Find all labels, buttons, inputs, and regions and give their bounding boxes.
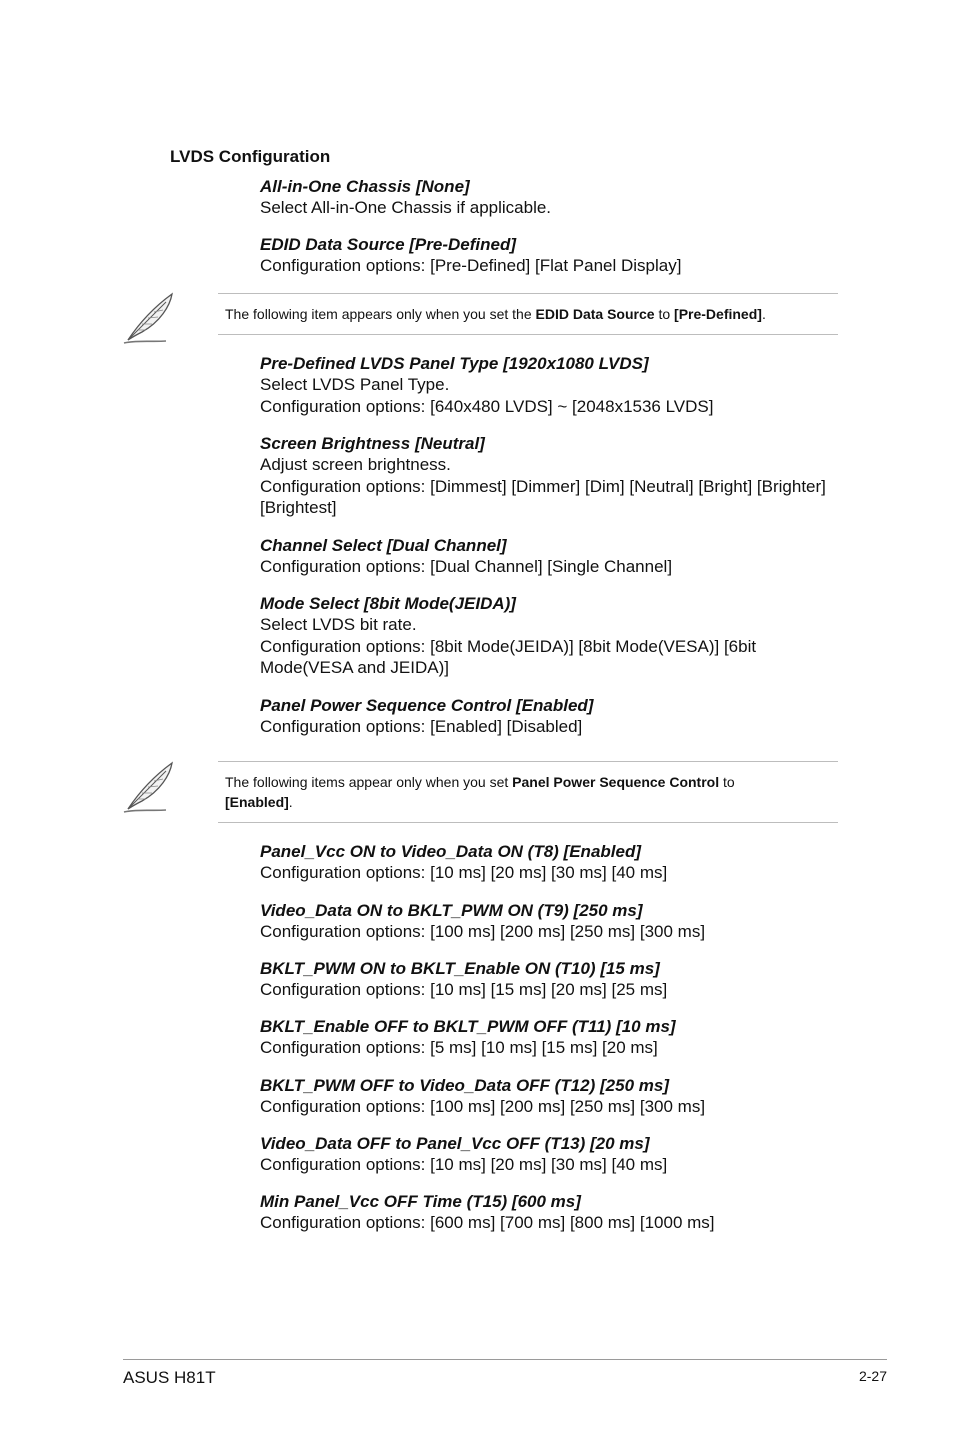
setting-item [260, 958, 840, 1001]
setting-item [260, 593, 840, 679]
setting-item [260, 353, 840, 417]
note-emphasis: EDID Data Source [535, 306, 655, 322]
setting-options: Configuration options: [100 ms] [200 ms] [250 ms] [300 ms] [260, 922, 706, 941]
setting-title: BKLT_Enable OFF to BKLT_PWM OFF (T11) [10 ms] [260, 1017, 676, 1036]
feather-quill-icon [122, 288, 180, 346]
setting-title: Panel_Vcc ON to Video_Data ON (T8) [Enabled] [260, 842, 642, 861]
setting-title: Video_Data OFF to Panel_Vcc OFF (T13) [20 ms] [260, 1134, 650, 1153]
setting-item [260, 1016, 840, 1059]
setting-options: Configuration options: [640x480 LVDS] ~ [2048x1536 LVDS] [260, 396, 714, 416]
setting-options: Configuration options: [10 ms] [15 ms] [20 ms] [25 ms] [260, 980, 668, 999]
setting-title: Screen Brightness [Neutral] [260, 434, 485, 453]
setting-item [260, 900, 840, 943]
setting-title: Pre-Defined LVDS Panel Type [1920x1080 LVDS] [260, 354, 649, 373]
note-text: The following items appear only when you set [225, 774, 513, 790]
setting-title: EDID Data Source [Pre-Defined] [260, 235, 516, 254]
setting-item [260, 433, 840, 519]
note-emphasis: [Pre-Defined] [674, 306, 762, 322]
setting-item [260, 234, 840, 277]
note-text: . [288, 794, 293, 810]
note-text: . [761, 306, 766, 322]
setting-description: Select All-in-One Chassis if applicable. [260, 198, 552, 217]
setting-title: Min Panel_Vcc OFF Time (T15) [600 ms] [260, 1192, 581, 1211]
setting-title: BKLT_PWM ON to BKLT_Enable ON (T10) [15 ms] [260, 959, 660, 978]
footer-product-name: ASUS H81T [123, 1368, 216, 1387]
setting-options: Configuration options: [8bit Mode(JEIDA)] [8bit Mode(VESA)] [6bit Mode(VESA and JEIDA)] [260, 636, 757, 677]
setting-description: Select LVDS Panel Type. [260, 375, 450, 394]
setting-options: Configuration options: [Dimmest] [Dimmer] [Dim] [Neutral] [Bright] [Brighter] [Brightest] [260, 476, 826, 517]
setting-title: Video_Data ON to BKLT_PWM ON (T9) [250 ms] [260, 901, 643, 920]
setting-item [260, 841, 840, 884]
setting-options: Configuration options: [10 ms] [20 ms] [30 ms] [40 ms] [260, 863, 668, 882]
setting-title: BKLT_PWM OFF to Video_Data OFF (T12) [250 ms] [260, 1076, 669, 1095]
setting-item [260, 176, 840, 219]
setting-item [260, 695, 840, 738]
setting-description: Adjust screen brightness. [260, 455, 451, 474]
setting-description: Configuration options: [Pre-Defined] [Flat Panel Display] [260, 256, 682, 275]
feather-quill-icon [122, 757, 180, 815]
section-title: LVDS Configuration [170, 147, 331, 166]
note-text: to [654, 306, 675, 322]
setting-options: Configuration options: [5 ms] [10 ms] [15 ms] [20 ms] [260, 1038, 658, 1057]
setting-item [260, 1133, 840, 1176]
note-box [218, 293, 838, 335]
setting-options: Configuration options: [10 ms] [20 ms] [30 ms] [40 ms] [260, 1155, 668, 1174]
note-emphasis: [Enabled] [225, 794, 289, 810]
note-box [218, 761, 838, 823]
setting-title: Mode Select [8bit Mode(JEIDA)] [260, 594, 516, 613]
setting-title: All-in-One Chassis [None] [260, 177, 470, 196]
footer-divider [123, 1359, 887, 1360]
setting-title: Channel Select [Dual Channel] [260, 536, 507, 555]
setting-options: Configuration options: [100 ms] [200 ms] [250 ms] [300 ms] [260, 1097, 706, 1116]
page-number: 2-27 [858, 1368, 887, 1384]
setting-options: Configuration options: [Enabled] [Disabled] [260, 717, 583, 736]
setting-options: Configuration options: [Dual Channel] [Single Channel] [260, 557, 673, 576]
note-emphasis: Panel Power Sequence Control [512, 774, 720, 790]
setting-title: Panel Power Sequence Control [Enabled] [260, 696, 594, 715]
setting-item [260, 535, 840, 578]
setting-item [260, 1191, 840, 1234]
setting-options: Configuration options: [600 ms] [700 ms] [800 ms] [1000 ms] [260, 1213, 715, 1232]
setting-item [260, 1075, 840, 1118]
setting-description: Select LVDS bit rate. [260, 615, 417, 634]
note-text: to [719, 774, 735, 790]
note-text: The following item appears only when you set the [225, 306, 536, 322]
